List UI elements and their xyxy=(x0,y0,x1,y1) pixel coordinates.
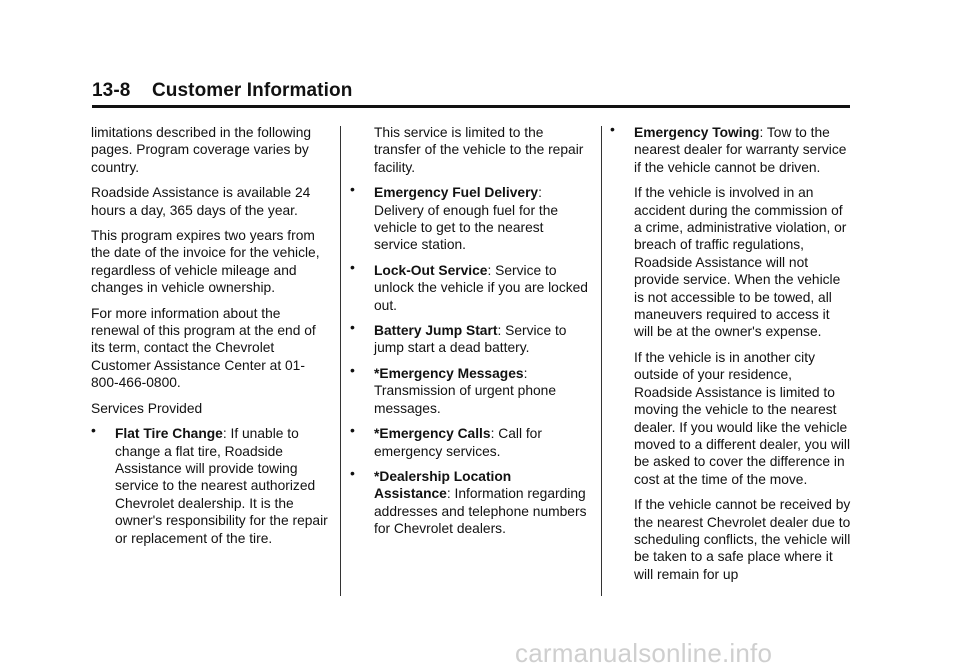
bullet-icon: • xyxy=(350,361,355,378)
paragraph: If the vehicle cannot be received by the nearest Chevrolet dealer due to scheduling conflicts, the vehicle will be taken to a safe place where it will remain for up xyxy=(634,497,851,582)
bullet-item-towing xyxy=(610,121,852,176)
bullet-icon: • xyxy=(91,422,96,439)
bullet-item xyxy=(350,361,589,417)
bullet-icon: • xyxy=(610,121,615,137)
bullet-icon: • xyxy=(350,319,355,336)
bullet-icon: • xyxy=(350,181,355,198)
column-divider-1 xyxy=(340,126,341,596)
bullet-item xyxy=(350,319,589,357)
paragraph: limitations described in the following pages. Program coverage varies by country. xyxy=(91,125,312,175)
paragraph: If the vehicle is involved in an accident during the commission of a crime, administrative violation, or breach of traffic regulations, Roadside Assistance will not provide service. When the vehicle is not accessible to be towed, all maneuvers required to access it will be at the owner's expense. xyxy=(634,185,847,340)
bullet-text: : Tow to the nearest dealer for warranty service if the vehicle cannot be driven. xyxy=(634,125,847,175)
page-header xyxy=(92,80,850,108)
bullet-icon: • xyxy=(350,422,355,439)
bullet-text: : Information regarding addresses and telephone numbers for Chevrolet dealers. xyxy=(374,486,587,537)
bullet-text: : Transmission of urgent phone messages. xyxy=(374,365,557,416)
column-divider-2 xyxy=(601,126,602,596)
bullet-text: : Service to jump start a dead battery. xyxy=(374,323,567,356)
bullet-icon: • xyxy=(350,464,355,481)
bullet-item xyxy=(350,422,589,460)
bullet-icon: • xyxy=(350,258,355,275)
bullet-item-flat-tire xyxy=(91,422,329,547)
paragraph: Roadside Assistance is available 24 hours a day, 365 days of the year. xyxy=(91,185,311,218)
column-1 xyxy=(91,124,329,555)
paragraph: This program expires two years from the date of the invoice for the vehicle, regardless of vehicle mileage and changes in vehicle ownership. xyxy=(91,228,320,296)
bullet-term: Emergency Towing xyxy=(634,125,760,140)
bullet-term: *Emergency Calls xyxy=(374,426,491,442)
bullet-term: Emergency Fuel Delivery xyxy=(374,185,539,201)
bullet-term: Flat Tire Change xyxy=(115,426,223,442)
bullet-item xyxy=(350,181,589,254)
bullet-text: : Call for emergency services. xyxy=(374,426,542,459)
paragraph: For more information about the renewal of this program at the end of its term, contact the Chevrolet Customer Assistance Center at 01-800-466-0800. xyxy=(91,305,316,391)
paragraph: This service is limited to the transfer of the vehicle to the repair facility. xyxy=(374,125,584,175)
bullet-item xyxy=(350,258,589,314)
bullet-text: : Service to unlock the vehicle if you are locked out. xyxy=(374,262,588,313)
bullet-text: : Delivery of enough fuel for the vehicle to get to the nearest service station. xyxy=(374,185,559,253)
bullet-term: *Dealership Location Assistance xyxy=(374,468,512,502)
column-3 xyxy=(610,121,852,591)
paragraph: If the vehicle is in another city outside of your residence, Roadside Assistance is limited to moving the vehicle to the nearest dealer. If you would like the vehicle moved to a different dealer, you will be asked to cover the difference in cost at the time of the move. xyxy=(634,349,851,487)
page-title: 13-8 Customer Information xyxy=(92,80,353,101)
bullet-text: : If unable to change a flat tire, Roadside Assistance will provide towing service to the nearest authorized Chevrolet dealership. It is the owner's responsibility for the repair or replacement of the tire. xyxy=(115,426,328,546)
column-2 xyxy=(350,124,589,546)
bullet-term: Lock-Out Service xyxy=(374,262,488,278)
bullet-term: *Emergency Messages xyxy=(374,365,524,381)
section-heading: Services Provided xyxy=(91,400,203,416)
watermark: carmanualsonline.info xyxy=(515,638,773,668)
bullet-term: Battery Jump Start xyxy=(374,323,498,339)
bullet-item xyxy=(350,464,589,538)
